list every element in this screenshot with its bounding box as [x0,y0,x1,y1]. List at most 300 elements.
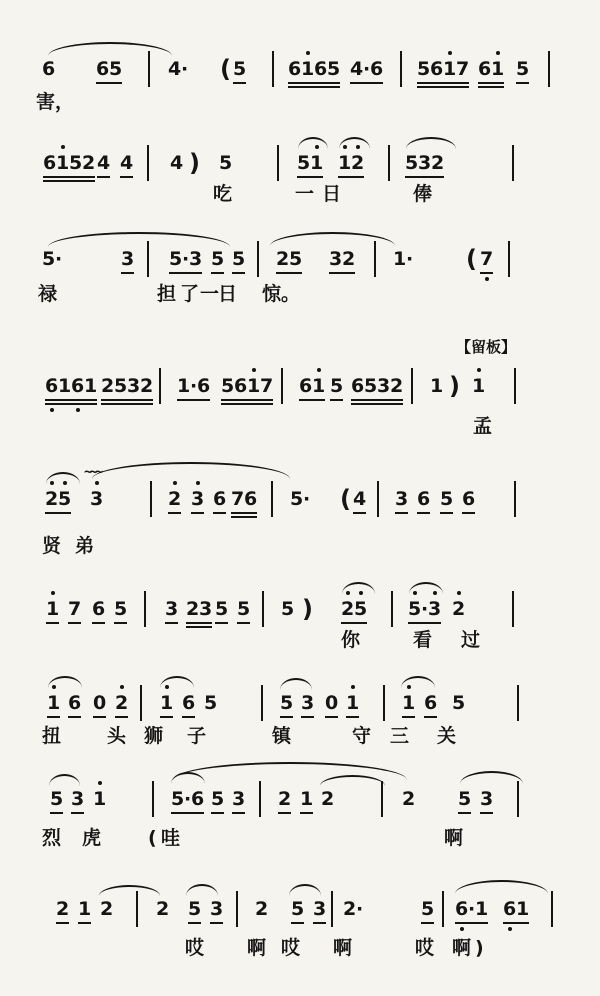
beam-underline [97,176,110,178]
note-token [516,58,529,84]
note-digit: 4 [120,152,134,174]
slur-arc [280,678,312,690]
note-digit: · [468,898,476,920]
note-token [46,598,59,624]
octave-dot-above [407,685,411,689]
note-token [237,598,250,624]
slur-arc [186,884,218,896]
lyric-syllable: 哎 [185,937,205,959]
note-digits [237,598,250,620]
barline [152,781,154,817]
note-digit: 7 [480,248,493,270]
beam-underline [165,622,178,624]
note-token [449,372,460,400]
note-digits [351,375,403,397]
barline [517,781,519,817]
lyric-syllable: 日 [322,183,342,205]
note-digit: 1 [491,58,504,80]
beam-underline [300,812,313,814]
note-digits [56,898,69,920]
note-digits [458,788,471,810]
barline [259,781,261,817]
beam-underline [211,272,224,274]
barline [281,368,283,404]
note-token [42,58,55,80]
note-digits [120,152,133,174]
note-token [421,898,434,924]
note-digit: 2 [101,375,115,397]
note-token [393,248,413,270]
note-digit: · [406,248,414,270]
note-digit: 7 [260,375,274,397]
note-token [219,152,232,174]
note-digit: 3 [329,248,343,270]
note-digits [478,58,504,80]
slur-arc [289,884,321,896]
note-digits [325,692,338,714]
note-token [452,598,465,620]
note-digit: 0 [93,692,107,714]
lyric-syllable: 镇 [272,725,292,747]
slur-arc [48,232,230,247]
note-digit: 5 [114,598,128,620]
note-token [288,58,340,88]
note-digit: 5 [169,248,183,270]
note-digits [191,488,204,510]
slur-arc [460,771,523,784]
octave-dot-above [448,51,452,55]
octave-dot-below [76,408,80,412]
note-digits [93,692,106,714]
note-digit: 6 [370,58,384,80]
beam-underline [68,716,81,718]
lyric-syllable: 贤 [42,535,62,557]
octave-dot-above [477,368,481,372]
barline [331,891,333,927]
slur-arc [49,774,80,786]
note-digits [90,488,103,510]
note-token [458,788,471,814]
note-digits [480,788,493,810]
beam-underline [237,622,250,624]
note-token [278,788,291,814]
note-digits [114,598,127,620]
lyric-syllable: 你 [341,629,361,651]
note-token [340,485,351,513]
note-token [213,488,226,514]
beam-underline [186,622,212,624]
note-digit: · [190,375,198,397]
octave-dot-above [359,591,363,595]
note-digit: 6 [68,692,82,714]
note-token [45,488,71,514]
beam-underline [96,82,122,84]
beam-underline [346,716,359,718]
note-token [47,692,60,718]
note-digit: 3 [165,598,179,620]
barline [381,781,383,817]
note-digits [46,598,59,620]
beam-underline [231,512,257,514]
note-token [56,898,69,924]
barline [159,368,161,404]
barline [271,481,273,517]
note-token [302,595,313,623]
note-token [42,248,62,270]
note-digit: 2 [140,375,154,397]
note-token [221,375,273,405]
barline [262,591,264,627]
slur-arc [270,232,395,246]
octave-dot-above [196,481,200,485]
note-token [177,375,210,401]
beam-underline [395,512,408,514]
note-digits [78,898,91,920]
beam-underline [288,86,340,88]
note-digits [276,248,302,270]
note-digit: 5 [171,788,185,810]
note-digit: 2 [186,598,200,620]
barline [551,891,553,927]
octave-dot-above [496,51,500,55]
beam-underline [78,922,91,924]
note-digits [302,595,313,623]
note-digits [121,248,134,270]
note-digits [338,152,364,174]
note-digit: · [55,248,63,270]
note-digit: 2 [431,152,445,174]
note-digit: 6 [314,58,328,80]
note-digits [165,598,178,620]
note-digit: 6 [288,58,302,80]
note-digit: 2 [168,488,181,510]
lyric-syllable: 子 [187,725,207,747]
note-digits [168,58,188,80]
note-digit: 2 [276,248,290,270]
lyric-syllable: 守 [352,725,372,747]
note-digit: 1 [78,898,92,920]
note-digit: 6 [197,375,211,397]
note-digits [160,692,173,714]
note-digit: 6 [417,488,431,510]
note-digits [210,898,223,920]
note-digit: 6 [92,598,106,620]
note-token [100,898,113,920]
beam-underline [417,512,430,514]
beam-underline [171,812,204,814]
barline [512,591,514,627]
note-digit: 6 [455,898,468,920]
octave-dot-above [63,481,67,485]
beam-underline [276,272,302,274]
note-digit: 3 [71,788,85,810]
barline [548,51,550,87]
note-token [210,898,223,924]
note-digits [288,58,340,80]
note-token [503,898,529,924]
note-digit: 3 [210,898,224,920]
beam-underline [424,716,437,718]
octave-dot-above [50,481,54,485]
note-digits [350,58,383,80]
note-digits [47,692,60,714]
note-token [341,598,367,624]
note-digit: 3 [313,898,327,920]
note-digit: ) [302,595,313,623]
note-digits [297,152,323,174]
note-digit: 2 [115,692,128,714]
note-digit: 5 [297,152,311,174]
note-token [50,788,63,814]
barline [144,591,146,627]
note-digit: 5 [232,248,246,270]
beam-underline [92,622,105,624]
note-digit: 6 [191,788,205,810]
note-digits [93,788,106,810]
note-token [168,58,188,80]
note-digits [188,898,201,920]
lyric-syllable: 日 [218,283,238,305]
note-digit: 5 [290,488,304,510]
note-token [281,598,294,620]
beam-underline [101,399,153,401]
note-digit: 1 [93,788,106,810]
note-digits [43,152,95,174]
beam-underline [288,82,340,84]
note-token [452,692,465,714]
beam-underline [462,512,475,514]
note-digit: 6 [42,58,56,80]
lyric-syllable: 哎 [281,937,301,959]
note-token [440,488,453,514]
note-digit: 5 [58,488,71,510]
lyric-syllable: 了 [180,283,200,305]
beam-underline [182,716,195,718]
note-token [68,692,81,718]
note-digits [393,248,413,270]
lyric-syllable: 俸 [413,183,433,205]
note-token [231,488,257,518]
note-digit: 1 [177,375,191,397]
beam-underline [313,922,326,924]
note-digit: 4 [170,152,184,174]
note-digit: 5 [354,598,367,620]
note-digit: 3 [121,248,135,270]
note-digit: 1 [443,58,456,80]
note-digit: 6 [43,152,57,174]
octave-dot-above [252,368,256,372]
note-digit: 6 [71,375,84,397]
note-token [93,692,106,718]
note-digits [430,375,443,397]
barline [411,368,413,404]
beam-underline [115,716,128,718]
note-digit: 6 [182,692,196,714]
barline [508,241,510,277]
note-token [215,598,228,624]
note-digit: 3 [480,788,494,810]
note-token [68,598,81,624]
beam-underline [480,812,493,814]
note-digit: 1 [338,152,351,174]
note-token [313,898,326,924]
note-digit: 6 [351,375,365,397]
note-token [299,375,325,401]
note-digit: 5 [204,692,218,714]
note-digits [290,488,310,510]
beam-underline [43,180,95,182]
beam-underline [458,812,471,814]
barline [147,145,149,181]
beam-underline [169,272,202,274]
barline [512,145,514,181]
note-digits [68,692,81,714]
note-token [121,248,134,274]
barline [136,891,138,927]
note-digits [480,248,493,270]
beam-underline [329,272,355,274]
note-digit: 6 [430,58,444,80]
beam-underline [68,622,81,624]
note-digits [346,692,359,714]
note-digits [330,375,343,397]
banban-tempo-label: 【留板】 [456,338,517,356]
note-digits [424,692,437,714]
note-digit: 1 [472,375,485,397]
octave-dot-above [120,685,124,689]
beam-underline [351,399,403,401]
note-digit: 2 [343,898,357,920]
octave-dot-above [317,368,321,372]
note-digit: 7 [231,488,245,510]
note-digit: 3 [395,488,409,510]
note-digits [301,692,314,714]
note-digit: ( [220,55,231,83]
lyric-syllable: 一 [200,283,220,305]
note-digit: 5 [408,598,421,620]
beam-underline [211,812,224,814]
note-digit: 1 [300,788,314,810]
octave-dot-above [433,591,437,595]
note-digit: 5 [219,152,233,174]
note-digit: 5 [421,898,435,920]
note-digits [231,488,257,510]
beam-underline [325,716,338,718]
note-digit: 1 [47,692,60,714]
note-digit: 2 [321,788,335,810]
lyric-syllable: 扭 [42,725,62,747]
note-digit: 1 [402,692,415,714]
slur-arc [92,462,290,479]
lyric-syllable: 啊 [444,827,464,849]
note-token [430,375,443,397]
note-digits [96,58,122,80]
note-token [78,898,91,924]
note-digit: 3 [418,152,432,174]
note-digit: 2 [278,788,292,810]
octave-dot-below [50,408,54,412]
note-token [165,598,178,624]
beam-underline [43,176,95,178]
note-token [92,598,105,624]
lyric-syllable: ) [475,937,484,959]
note-token [300,788,313,814]
octave-dot-above [165,685,169,689]
note-digit: 2 [351,152,364,174]
beam-underline [301,716,314,718]
lyric-syllable: 头 [107,725,127,747]
note-token [466,245,477,273]
note-digits [255,898,268,920]
beam-underline [351,403,403,405]
note-digits [97,152,110,174]
beam-underline [516,82,529,84]
note-digit: 5 [458,788,472,810]
beam-underline [503,922,529,924]
octave-dot-below [508,927,512,931]
note-digit: · [421,598,429,620]
note-digit: 3 [199,598,213,620]
octave-dot-above [351,685,355,689]
note-digit: 4 [168,58,182,80]
lyric-syllable: 过 [461,629,481,651]
note-digit: 5 [114,375,128,397]
barline [236,891,238,927]
lyric-syllable: 啊 [247,937,267,959]
note-token [96,58,122,84]
note-digits [516,58,529,80]
note-digit: 5 [280,692,294,714]
note-token [353,488,366,514]
barline [514,481,516,517]
octave-dot-above [98,781,102,785]
octave-dot-above [315,145,319,149]
barline [277,145,279,181]
note-digit: 5 [42,248,56,270]
beam-underline [47,716,60,718]
note-digit: 5 [50,788,64,810]
note-token [478,58,504,88]
note-digit: 1 [58,375,72,397]
octave-dot-above [413,591,417,595]
beam-underline [56,922,69,924]
note-digits [329,248,355,270]
note-digits [300,788,313,810]
note-digit: 6 [213,488,227,510]
note-digit: ( [466,245,477,273]
note-digits [232,788,245,810]
note-digit: 5 [327,58,341,80]
note-digits [408,598,441,620]
barline [374,241,376,277]
note-token [321,788,334,810]
note-token [338,152,364,178]
beam-underline [215,622,228,624]
note-digits [503,898,529,920]
barline [383,685,385,721]
note-digit: 1 [312,375,325,397]
note-digits [472,375,485,397]
note-digit: 3 [90,488,103,510]
barline [514,368,516,404]
beam-underline [280,716,293,718]
beam-underline [45,512,71,514]
lyric-syllable: 虎 [82,827,102,849]
beam-underline [232,812,245,814]
note-token [276,248,302,274]
note-digits [177,375,210,397]
note-digit: 3 [127,375,141,397]
